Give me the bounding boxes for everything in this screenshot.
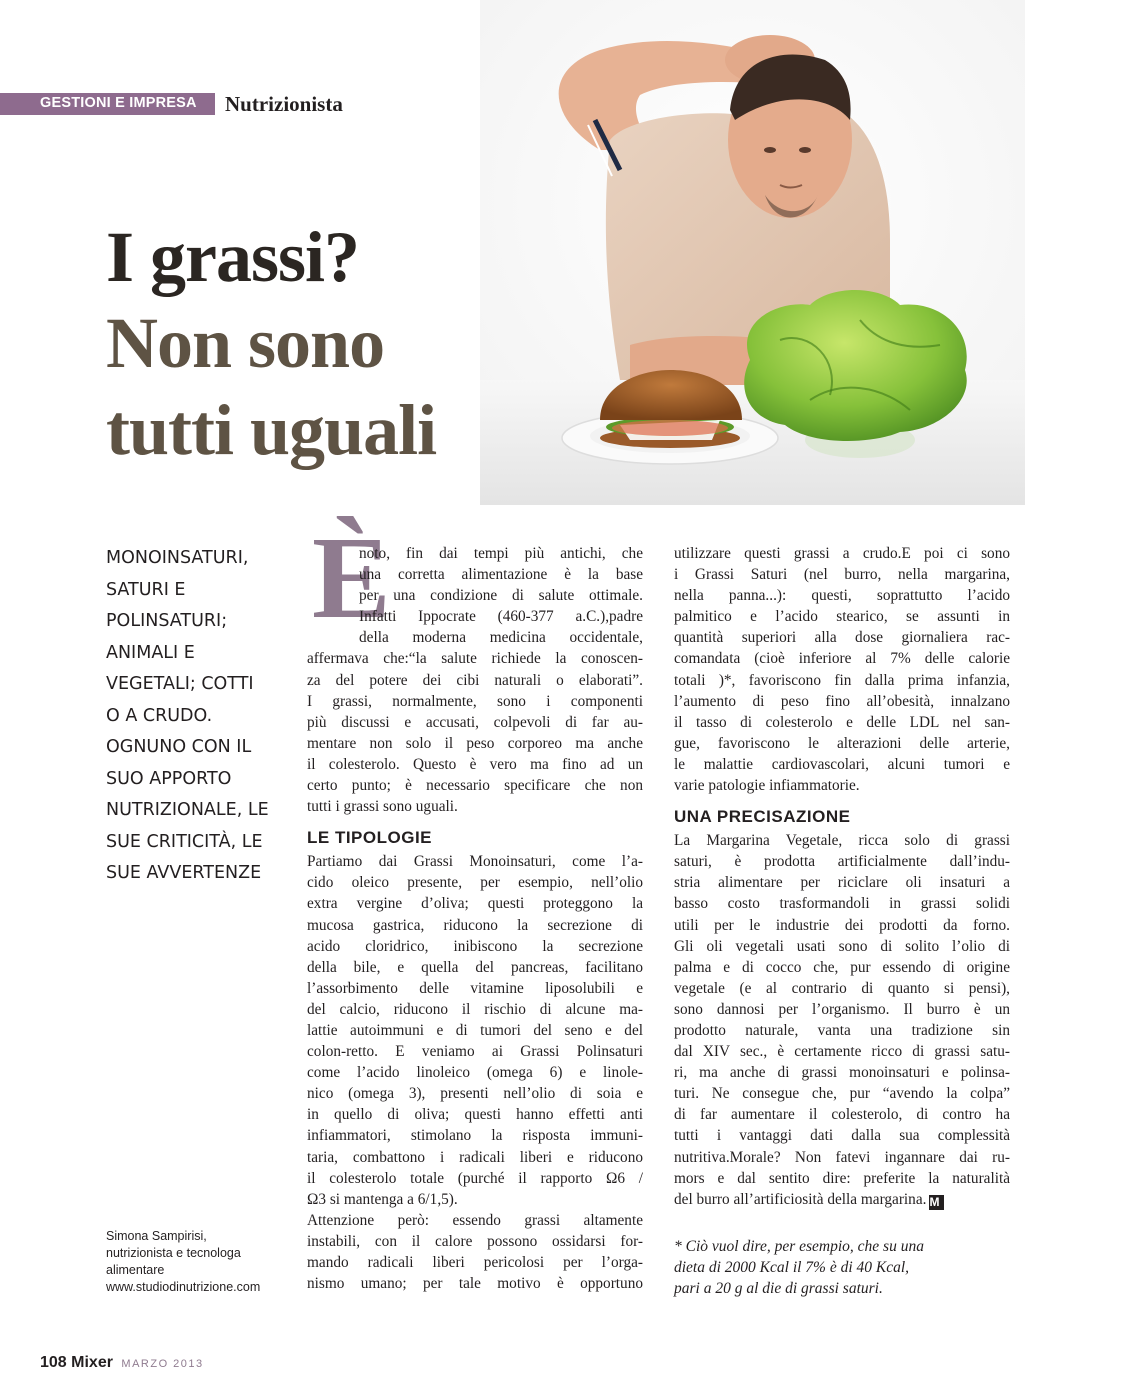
body-line: dal XIV sec., è certamente ricco di grassi satu-	[674, 1043, 1010, 1061]
headline-line-2: Non sono	[106, 303, 385, 383]
author-role: alimentare	[106, 1263, 165, 1277]
body-line: il colesterolo. Questo è vero ma fino ad un	[307, 755, 643, 773]
body-line: della bile, e quella del pancreas, facilitano	[307, 958, 643, 976]
body-line: sono dannosi per l’organismo. Il burro è un	[674, 1000, 1010, 1018]
body-line: colon-retto. E veniamo ai Grassi Polinsaturi	[307, 1043, 643, 1061]
body-line: per una condizione di salute ottimale.	[359, 587, 643, 605]
body-line: di far aumentare il colesterolo, di contro ha	[674, 1106, 1010, 1124]
author-credit	[106, 1228, 306, 1296]
body-line-last	[674, 1189, 1010, 1210]
body-line: l’assorbimento delle vitamine liposolubili e	[307, 979, 643, 997]
body-line: della moderna medicina occidentale,	[359, 629, 643, 647]
footnote-line: * Ciò vuol dire, per esempio, che su una	[674, 1238, 924, 1255]
standfirst-line: MONOINSATURI,	[106, 548, 249, 568]
standfirst-line: SUO APPORTO	[106, 768, 232, 789]
footnote-line: pari a 20 g al die di grassi saturi.	[674, 1280, 883, 1297]
footnote	[674, 1236, 1019, 1299]
body-line: Attenzione però: essendo grassi altamente	[307, 1211, 643, 1229]
body-line: affermava che:“la salute richiede la conoscen-	[307, 650, 643, 668]
body-line: Ω3 si mantenga a 6/1,5).	[307, 1190, 458, 1208]
body-line: tutti i grassi sono uguali.	[307, 798, 458, 816]
standfirst-line: SUE CRITICITÀ, LE	[106, 831, 263, 852]
body-line: mentare non solo il peso corporeo ma anche	[307, 734, 643, 752]
body-line: ri, ma anche di grassi monoinsaturi e polinsa-	[674, 1064, 1010, 1082]
standfirst-line: SUE AVVERTENZE	[106, 863, 262, 883]
section-label: GESTIONI E IMPRESA	[40, 95, 197, 111]
body-line: il colesterolo totale (purché il rapporto Ω6 /	[307, 1169, 643, 1187]
standfirst-line: NUTRIZIONALE, LE	[106, 800, 269, 820]
page-folio	[40, 1354, 204, 1372]
body-line: più discussi e accusati, colpevoli di far au-	[307, 713, 643, 731]
body-line: mors e dal sentito dire: preferite la naturalità	[674, 1169, 1010, 1187]
body-line-text: del burro all’artificiosità della margarina.	[674, 1190, 927, 1208]
body-line: comandata (cioè inferiore al 7% delle calorie	[674, 650, 1010, 668]
body-line: prodotto naturale, vanta una tradizione sin	[674, 1021, 1010, 1039]
body-line: La Margarina Vegetale, ricca solo di grassi	[674, 832, 1010, 850]
body-line: basso costo trasformandoli in grassi solidi	[674, 895, 1010, 913]
body-line: nico (omega 3), presenti nell’olio di soia e	[307, 1085, 643, 1103]
body-line: lattie autoimmuni e di tumori del seno e del	[307, 1021, 643, 1039]
man-with-burger-and-lettuce-photo	[480, 0, 1025, 505]
body-line: instabili, con il calore possono ossidarsi for-	[307, 1232, 643, 1250]
section-heading-precisazione: UNA PRECISAZIONE	[674, 807, 851, 827]
author-role: nutrizionista e tecnologa	[106, 1246, 241, 1260]
article-column-2	[674, 543, 1010, 1210]
body-line: tutti i vantaggi dati dalla sua complessità	[674, 1127, 1010, 1145]
body-line: il tasso di colesterolo e delle LDL nel san-	[674, 713, 1010, 731]
author-website: www.studiodinutrizione.com	[106, 1280, 261, 1294]
headline-line-1: I grassi?	[106, 217, 360, 297]
body-line: nismo umano; per tale motivo è opportuno	[307, 1275, 643, 1293]
body-line: quantità superiori alla dose giornaliera rac-	[674, 629, 1010, 647]
body-line: certo punto; è necessario specificare che non	[307, 777, 643, 795]
body-line: totali )*, favoriscono fin dalla prima infanzia,	[674, 671, 1010, 689]
issue-date: MARZO 2013	[121, 1358, 204, 1370]
body-line: cido oleico presente, per esempio, nell’olio	[307, 874, 643, 892]
section-heading-tipologie: LE TIPOLOGIE	[307, 828, 433, 848]
standfirst-line: ANIMALI E	[106, 642, 195, 663]
body-line: nella panna...): questi, soprattutto l’acido	[674, 587, 1010, 605]
body-line: Gli oli vegetali usati sono di solito l’olio di	[674, 937, 1010, 955]
standfirst-line: VEGETALI; COTTI	[106, 674, 254, 694]
body-line: palmitico e l’acido stearico, se assunti in	[674, 608, 1010, 626]
body-line: utilizzare questi grassi a crudo.E poi ci sono	[674, 545, 1010, 562]
standfirst-line: POLINSATURI;	[106, 611, 228, 631]
body-line: in quello di oliva; questi hanno effetti anti	[307, 1106, 643, 1124]
body-line: utili per le industrie dei prodotti da forno.	[674, 916, 1010, 934]
drop-cap: È	[312, 512, 391, 643]
body-line: Partiamo dai Grassi Monoinsaturi, come l’a-	[307, 853, 643, 871]
page-number: 108	[40, 1354, 67, 1371]
magazine-name: Mixer	[71, 1354, 113, 1371]
body-line: stria alimentare per riciclare oli insaturi a	[674, 874, 1010, 892]
section-topic: Nutrizionista	[225, 92, 343, 116]
article-column-1	[307, 543, 643, 1294]
body-line: saturi, è prodotta artificialmente dall’indu-	[674, 853, 1010, 871]
body-line: i Grassi Saturi (nel burro, nella margarina,	[674, 566, 1010, 584]
body-line: infiammatori, stimolano la risposta immuni-	[307, 1127, 643, 1145]
standfirst-line: OGNUNO CON IL	[106, 737, 252, 757]
footnote-line: dieta di 2000 Kcal il 7% è di 40 Kcal,	[674, 1259, 910, 1276]
body-line: come l’acido linoleico (omega 6) e linole-	[307, 1064, 643, 1082]
body-line: mucosa gastrica, riducono la secrezione di	[307, 916, 643, 934]
standfirst-line: SATURI E	[106, 579, 186, 600]
body-line: l’aumento di peso fino all’obesità, innalzano	[674, 692, 1010, 710]
body-line: palma e di cocco che, pur essendo di origine	[674, 958, 1010, 976]
body-line: vegetale (e al contrario di quanto si pensi),	[674, 979, 1010, 997]
body-line: za del potere dei cibi naturali o elaborati”.	[307, 671, 643, 689]
body-line: taria, combattono i radicali liberi e riducono	[307, 1148, 643, 1166]
body-line: acido cloridrico, inibiscono la secrezione	[307, 937, 643, 955]
author-name: Simona Sampirisi,	[106, 1229, 207, 1243]
body-line: le malattie cardiovascolari, alcuni tumori e	[674, 755, 1010, 773]
body-line: noto, fin dai tempi più antichi, che	[359, 545, 643, 562]
body-line: una corretta alimentazione è la base	[359, 566, 643, 584]
body-line: extra vergine d’oliva; questi proteggono la	[307, 895, 643, 913]
body-line: varie patologie infiammatorie.	[674, 777, 860, 795]
body-line: mando radicali liberi pericolosi per l’orga-	[307, 1254, 643, 1271]
end-mark-icon: M	[929, 1195, 944, 1210]
standfirst-line: O A CRUDO.	[106, 705, 213, 726]
body-line: del calcio, riducono il rischio di alcune ma-	[307, 1000, 643, 1018]
body-line: I grassi, normalmente, sono i componenti	[307, 692, 643, 710]
body-line: turi. Ne consegue che, pur “avendo la colpa”	[674, 1085, 1010, 1103]
body-line: gue, favoriscono le alterazioni delle arterie,	[674, 734, 1010, 752]
standfirst	[106, 543, 296, 890]
headline-line-3: tutti uguali	[106, 390, 437, 470]
body-line: Infatti Ippocrate (460-377 a.C.),padre	[359, 608, 643, 626]
body-line: nutritiva.Morale? Non fatevi ingannare dai ru-	[674, 1148, 1010, 1166]
